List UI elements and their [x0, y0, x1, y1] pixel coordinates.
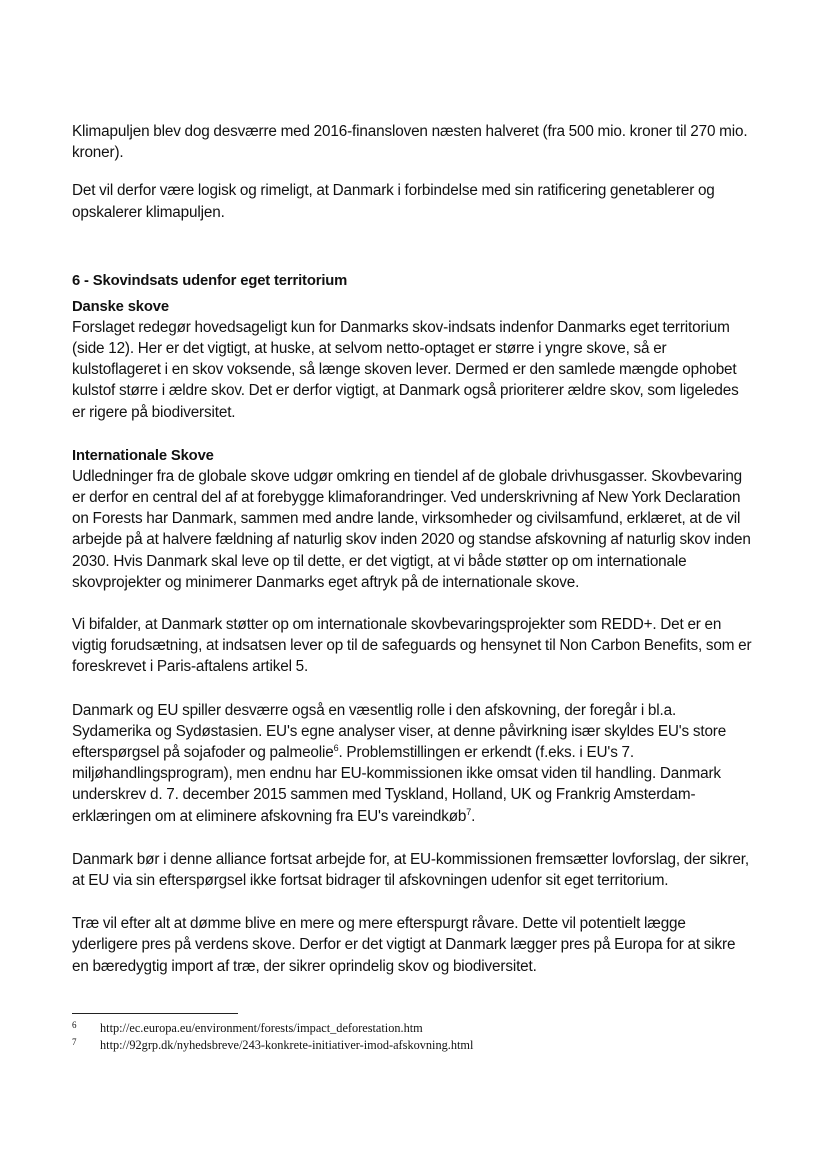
footnote-7 — [72, 1037, 752, 1054]
footnote-divider — [72, 1013, 238, 1014]
footnote-number: 7 — [72, 1036, 77, 1047]
footnote-number: 6 — [72, 1020, 77, 1030]
footnote-ref-6[interactable]: 6 — [333, 742, 339, 753]
subheading-danske-skove: Danske skove — [72, 298, 169, 315]
internationale-paragraph-5: Træ vil efter alt at dømme blive en mere og mere efterspurgt råvare. Dette vil potentielt lægge yderligere pres på verdens skove. Derfor er det vigtigt at Danmark lægger pres på Europa for at sikre en bæredygtig import af træ, der sikrer oprindelig skov og biodiversitet. — [72, 915, 736, 975]
document-body — [72, 121, 752, 977]
paragraph-text: . Problemstillingen er erkendt (f.eks. i EU's 7. miljøhandlingsprogram), men endnu har EU-kommissionen ikke omsat viden til handling. Danmark underskrev d. 7. december 2015 sammen med Tyskland, Holland, UK og Frankrig Amsterdam-erklæringen om at eliminere afskovning fra EU's vareindkøb — [72, 744, 721, 825]
footnote-link[interactable]: http://ec.europa.eu/environment/forests/impact_deforestation.htm — [100, 1021, 423, 1035]
subheading-internationale-skove: Internationale Skove — [72, 447, 214, 464]
paragraph-text: Danmark og EU spiller desværre også en væsentlig rolle i den afskovning, der foregår i bl.a. Sydamerika og Sydøstasien. EU's egne analyser viser, at denne påvirkning især skyldes EU's store efterspørgsel på sojafoder og palmeolie — [72, 701, 727, 762]
intro-paragraph-1: Klimapuljen blev dog desværre med 2016-finansloven næsten halveret (fra 500 mio. kroner til 270 mio. kroner). — [72, 123, 748, 162]
internationale-paragraph-4: Danmark bør i denne alliance fortsat arbejde for, at EU-kommissionen fremsætter lovforslag, der sikrer, at EU via sin efterspørgsel ikke fortsat bidrager til afskovningen udenfor sit eget territorium. — [72, 850, 749, 890]
danske-skove-paragraph: Forslaget redegør hovedsageligt kun for Danmarks skov-indsats indenfor Danmarks eget territorium (side 12). Her er det vigtigt, at huske, at selvom netto-optaget er større i yngre skove, så er kulstoflageret i en skov voksende, så længe skoven lever. Dermed er den samlede mængde ophobet kulstof større i ældre skov. Det er derfor vigtigt, at Danmark også prioriterer ældre skov, som ligeledes er rigere på biodiversitet. — [72, 318, 739, 421]
footnotes — [72, 1013, 752, 1053]
section-title: 6 - Skovindsats udenfor eget territorium — [72, 272, 348, 289]
intro-paragraph-2: Det vil derfor være logisk og rimeligt, at Danmark i forbindelse med sin ratificering genetablerer og opskalerer klimapuljen. — [72, 182, 715, 221]
footnote-ref-7[interactable]: 7 — [466, 806, 472, 817]
footnote-link[interactable]: http://92grp.dk/nyhedsbreve/243-konkrete-initiativer-imod-afskovning.html — [100, 1037, 474, 1052]
footnote-6 — [72, 1020, 752, 1037]
internationale-paragraph-2: Vi bifalder, at Danmark støtter op om internationale skovbevaringsprojekter som REDD+. Det er en vigtig forudsætning, at indsatsen lever op til de safeguards og hensynet til Non Carbon Benefits, som er foreskrevet i Paris-aftalens artikel 5. — [72, 616, 752, 676]
internationale-paragraph-3 — [72, 700, 752, 827]
paragraph-text: . — [471, 807, 476, 825]
internationale-paragraph-1: Udledninger fra de globale skove udgør omkring en tiendel af de globale drivhusgasser. Skovbevaring er derfor en central del af at forebygge klimaforandringer. Ved underskrivning af New York Declaration on Forests har Danmark, sammen med andre lande, virksomheder og civilsamfund, erklæret, at de vil arbejde på at halvere fældning af naturlig skov inden 2020 og standse afskovning af naturlig skov inden 2030. Hvis Danmark skal leve op til dette, er det vigtigt, at vi både støtter op om internationale skovprojekter og minimerer Danmarks eget aftryk på de internationale skove. — [72, 467, 751, 591]
